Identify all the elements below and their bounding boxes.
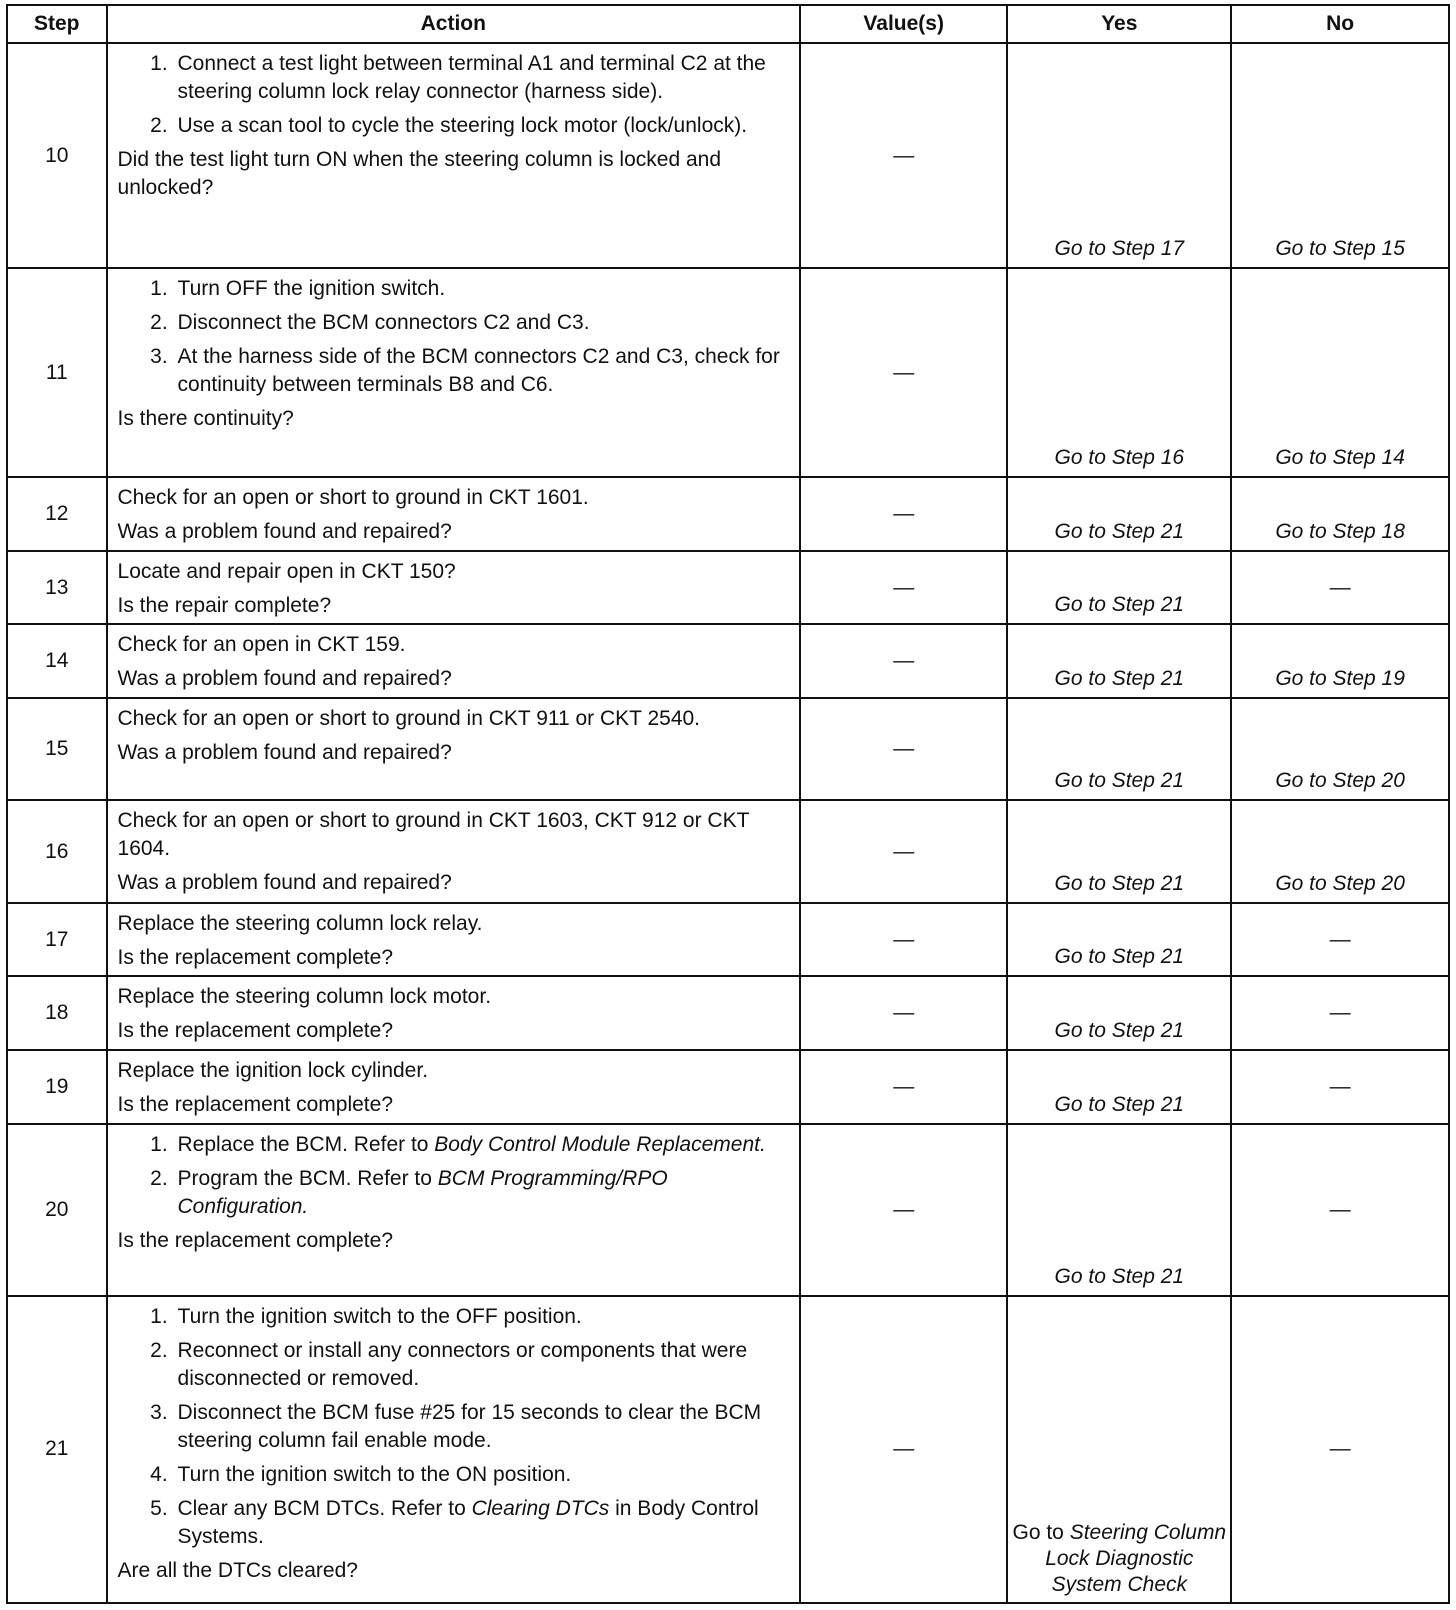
action-item-tail: in Body Control Systems. (177, 1496, 759, 1548)
yes-cell: Go to Step 21 (1007, 551, 1231, 625)
no-cell (1231, 1050, 1449, 1124)
dash: — (1329, 1075, 1351, 1098)
table-row (7, 551, 1449, 625)
step-number: 15 (7, 698, 107, 800)
yes-cell: Go to Step 21 (1007, 903, 1231, 977)
value-cell (800, 43, 1007, 268)
value-cell (800, 800, 1007, 902)
dash: — (893, 1075, 915, 1098)
dash: — (893, 575, 915, 599)
table-row (7, 477, 1449, 551)
header-step: Step (7, 5, 107, 43)
no-cell (1231, 976, 1449, 1050)
value-cell (800, 1050, 1007, 1124)
header-action: Action (107, 5, 801, 43)
action-cell (107, 976, 801, 1050)
action-question: Was a problem found and repaired? (117, 520, 452, 543)
value-cell (800, 698, 1007, 800)
table-row (7, 624, 1449, 698)
action-cell (107, 1296, 801, 1603)
yes-cell (1007, 1296, 1231, 1603)
value-cell (800, 1124, 1007, 1296)
action-cell (107, 477, 801, 551)
dash: — (893, 927, 915, 951)
step-number: 12 (7, 477, 107, 551)
action-item (174, 1131, 790, 1159)
action-question: Was a problem found and repaired? (117, 667, 452, 691)
action-item: 3. Disconnect the BCM fuse #25 for 15 seconds to clear the BCM steering column fail enable mode. (174, 1399, 790, 1455)
yes-cell: Go to Step 21 (1007, 477, 1231, 551)
action-question: Was a problem found and repaired? (117, 871, 452, 895)
step-number: 14 (7, 624, 107, 698)
value-cell (800, 268, 1007, 477)
dash: — (1329, 1437, 1351, 1461)
reference-link: Clearing DTCs (471, 1496, 610, 1520)
yes-cell: Go to Step 21 (1007, 624, 1231, 698)
table-row (7, 1050, 1449, 1124)
dash: — (893, 839, 915, 863)
dash: — (893, 649, 915, 673)
action-question: Are all the DTCs cleared? (117, 1558, 358, 1582)
action-item: 1. Turn OFF the ignition switch. (174, 275, 790, 303)
value-cell (800, 976, 1007, 1050)
yes-cell: Go to Step 16 (1007, 268, 1231, 477)
header-row (7, 5, 1449, 43)
yes-prefix: Go to (1012, 1521, 1070, 1544)
action-item: 1. Connect a test light between terminal A1 and terminal C2 at the steering column lock relay connector (harness side). (174, 50, 790, 106)
action-question: Did the test light turn ON when the steering column is locked and unlocked? (117, 148, 721, 199)
table-row (7, 1124, 1449, 1296)
dash: — (1329, 1001, 1351, 1025)
no-cell (1231, 1124, 1449, 1296)
dash: — (893, 1001, 915, 1025)
step-number: 10 (7, 43, 107, 268)
action-text: Check for an open in CKT 159. (117, 633, 406, 657)
header-yes: Yes (1007, 5, 1231, 43)
dash: — (1329, 1197, 1351, 1221)
yes-cell: Go to Step 21 (1007, 976, 1231, 1050)
table-row (7, 698, 1449, 800)
action-text: Replace the steering column lock relay. (117, 911, 483, 935)
action-item: 2. Use a scan tool to cycle the steering lock motor (lock/unlock). (174, 112, 790, 140)
dash: — (893, 1197, 915, 1221)
step-number: 11 (7, 268, 107, 477)
no-cell (1231, 1296, 1449, 1603)
no-cell: Go to Step 18 (1231, 477, 1449, 551)
dash: — (893, 1437, 915, 1461)
step-number: 21 (7, 1296, 107, 1603)
reference-link: BCM Programming/RPO Configuration. (177, 1166, 668, 1218)
action-text: Locate and repair open in CKT 150? (117, 559, 456, 583)
action-item: 4. Turn the ignition switch to the ON position. (174, 1461, 790, 1489)
header-no: No (1231, 5, 1449, 43)
yes-cell: Go to Step 21 (1007, 800, 1231, 902)
action-item (174, 1495, 790, 1551)
table-row (7, 43, 1449, 268)
action-text: Replace the steering column lock motor. (117, 985, 492, 1009)
action-item: 2. Reconnect or install any connectors or components that were disconnected or removed. (174, 1337, 790, 1393)
action-question: Is the replacement complete? (117, 945, 393, 969)
table-row (7, 800, 1449, 902)
no-cell (1231, 903, 1449, 977)
action-cell (107, 903, 801, 977)
action-cell (107, 43, 801, 268)
dash: — (893, 143, 915, 167)
no-cell: Go to Step 20 (1231, 698, 1449, 800)
table-row (7, 903, 1449, 977)
step-number: 20 (7, 1124, 107, 1296)
action-text: Check for an open or short to ground in CKT 1603, CKT 912 or CKT 1604. (117, 809, 750, 861)
value-cell (800, 1296, 1007, 1603)
step-number: 17 (7, 903, 107, 977)
header-values: Value(s) (800, 5, 1007, 43)
reference-link: Body Control Module Replacement. (434, 1132, 766, 1156)
action-cell (107, 1124, 801, 1296)
action-cell (107, 800, 801, 902)
value-cell (800, 903, 1007, 977)
action-question: Was a problem found and repaired? (117, 741, 452, 765)
action-item (174, 1165, 790, 1221)
value-cell (800, 551, 1007, 625)
action-item-text: Program the BCM. Refer to (177, 1166, 438, 1190)
no-cell (1231, 551, 1449, 625)
action-question: Is the replacement complete? (117, 1019, 393, 1043)
action-text: Replace the ignition lock cylinder. (117, 1059, 429, 1083)
dash: — (893, 501, 915, 525)
value-cell (800, 477, 1007, 551)
yes-cell: Go to Step 21 (1007, 1124, 1231, 1296)
action-question: Is the replacement complete? (117, 1093, 393, 1117)
action-cell (107, 268, 801, 477)
no-cell: Go to Step 15 (1231, 43, 1449, 268)
table-row (7, 976, 1449, 1050)
action-cell (107, 698, 801, 800)
table-row (7, 1296, 1449, 1603)
action-item: 3. At the harness side of the BCM connectors C2 and C3, check for continuity between terminals B8 and C6. (174, 343, 790, 399)
action-item: 1. Turn the ignition switch to the OFF position. (174, 1303, 790, 1331)
action-item-text: Clear any BCM DTCs. Refer to (177, 1496, 472, 1520)
no-cell: Go to Step 20 (1231, 800, 1449, 902)
step-number: 16 (7, 800, 107, 902)
action-question: Is the repair complete? (117, 593, 332, 617)
action-cell (107, 551, 801, 625)
step-number: 19 (7, 1050, 107, 1124)
step-number: 13 (7, 551, 107, 625)
action-text: Check for an open or short to ground in CKT 1601. (117, 486, 589, 509)
dash: — (893, 360, 915, 384)
action-text: Check for an open or short to ground in CKT 911 or CKT 2540. (117, 707, 701, 731)
dash: — (1329, 927, 1351, 951)
no-cell: Go to Step 14 (1231, 268, 1449, 477)
action-item: 2. Disconnect the BCM connectors C2 and C3. (174, 309, 790, 337)
dash: — (893, 737, 915, 761)
reference-link: Steering Column Lock Diagnostic System Check (1045, 1521, 1227, 1596)
action-item-text: Replace the BCM. Refer to (177, 1132, 435, 1156)
yes-cell: Go to Step 21 (1007, 698, 1231, 800)
action-question: Is the replacement complete? (117, 1228, 393, 1252)
yes-cell: Go to Step 17 (1007, 43, 1231, 268)
dash: — (1329, 575, 1351, 599)
action-question: Is there continuity? (117, 407, 294, 431)
action-cell (107, 1050, 801, 1124)
no-cell: Go to Step 19 (1231, 624, 1449, 698)
value-cell (800, 624, 1007, 698)
action-cell (107, 624, 801, 698)
table-row (7, 268, 1449, 477)
step-number: 18 (7, 976, 107, 1050)
yes-cell: Go to Step 21 (1007, 1050, 1231, 1124)
diagnostic-table (6, 4, 1450, 1604)
